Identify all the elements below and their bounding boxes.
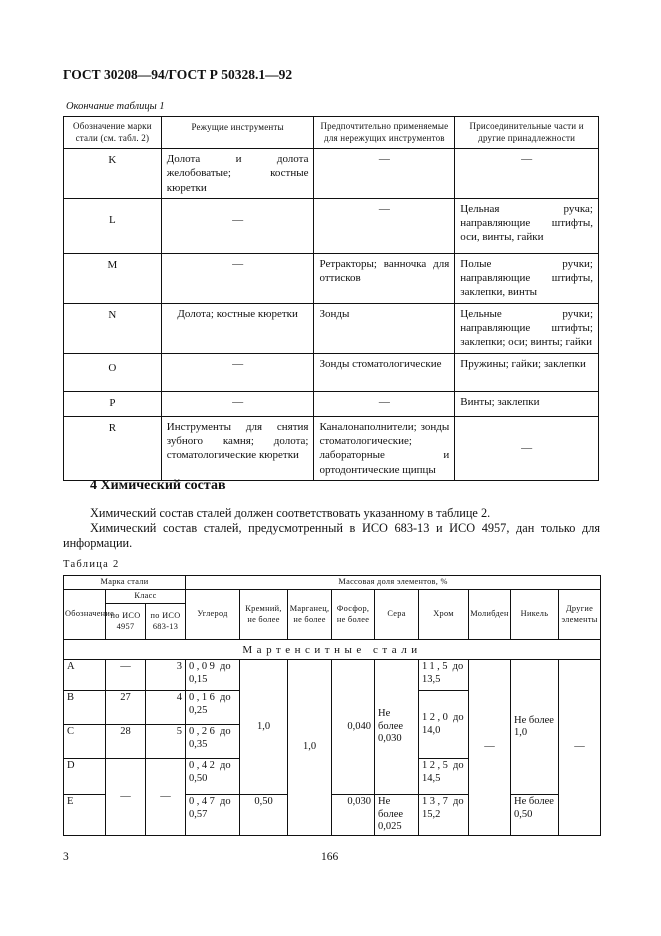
t1-header-parts: Присоединительные части и другие принадлежности [455,117,599,149]
t2-designation: B [64,691,106,725]
t1-noncutting: Каналонаполнители; зонды стоматологические; лабораторные и ортодонтические щипцы [314,416,455,480]
t2-chromium-upper: 15,2 [422,808,441,820]
t2-chromium-to-word: до [453,796,464,808]
t2-chromium [419,660,469,691]
t1-parts: Цельные ручки; направляющие штифты; заклепки; оси; винты; гайки [455,303,599,353]
t2-header-carbon: Углерод [186,590,240,640]
table2-caption: Таблица 2 [63,559,120,570]
table-row [64,660,601,691]
t2-chromium-to-word: до [453,712,464,724]
t2-carbon-upper: 0,50 [189,772,208,784]
t2-molybdenum: — [469,660,511,836]
t1-mark: O [64,353,162,391]
t2-carbon-to-word: до [220,760,231,772]
table-row [64,391,599,416]
t1-noncutting: — [314,198,455,253]
section-title: 4 Химический состав [90,478,226,493]
t2-carbon-from: 0,16 [189,692,218,704]
t1-parts: Пружины; гайки; заклепки [455,353,599,391]
t1-noncutting: Зонды [314,303,455,353]
t2-header-brand: Марка стали [64,576,186,590]
t1-noncutting: — [314,391,455,416]
t2-header-mass: Массовая доля элементов, % [186,576,601,590]
t2-carbon [186,795,240,836]
t2-chromium-from: 13,7 [422,796,451,808]
t1-mark: P [64,391,162,416]
t2-carbon-from: 0,42 [189,760,218,772]
t2-phosphorus: 0,030 [332,795,375,836]
t1-noncutting: — [314,149,455,199]
t2-designation: D [64,759,106,795]
t2-silicon: 1,0 [240,660,288,795]
t2-header-iso4957: по ИСО 4957 [106,604,146,640]
table-row [64,416,599,480]
t2-header-designation: Обозначение [64,590,106,640]
t1-parts: — [455,149,599,199]
t2-carbon-to-word: до [220,661,231,673]
table-row [64,303,599,353]
t1-parts: Полые ручки; направляющие штифты, заклепки, винты [455,253,599,303]
table-row [64,253,599,303]
t2-chromium-to-word: до [452,661,464,673]
t2-designation: C [64,725,106,759]
t2-carbon-to-word: до [220,726,231,738]
t2-iso683: — [146,759,186,836]
t2-designation: E [64,795,106,836]
t1-mark: N [64,303,162,353]
t1-header-cutting: Режущие инструменты [161,117,314,149]
t2-iso683: 4 [146,691,186,725]
page-number-left: 3 [63,851,69,863]
t2-iso4957: — [106,660,146,691]
t2-carbon-upper: 0,15 [189,673,208,685]
t1-cutting: — [161,391,314,416]
t1-mark: L [64,198,162,253]
t2-carbon-upper: 0,57 [189,808,208,820]
t1-mark: R [64,416,162,480]
t2-chromium [419,795,469,836]
t2-chromium-from: 11,5 [422,661,451,673]
t2-carbon-to-word: до [220,796,231,808]
t2-silicon: 0,50 [240,795,288,836]
t2-header-nickel: Никель [511,590,559,640]
t1-mark: M [64,253,162,303]
t2-carbon [186,691,240,725]
table-row [64,198,599,253]
t2-carbon-to-word: до [220,692,231,704]
t2-carbon-upper: 0,35 [189,738,208,750]
t2-header-manganese: Марганец, не более [288,590,332,640]
t1-cutting: Долота; костные кюретки [161,303,314,353]
t2-chromium-from: 12,5 [422,760,451,772]
t2-phosphorus: 0,040 [332,660,375,795]
document-header: ГОСТ 30208—94/ГОСТ Р 50328.1—92 [63,67,293,82]
t2-other: — [559,660,601,836]
t1-cutting: — [161,253,314,303]
t2-chromium-upper: 14,5 [422,772,441,784]
t2-header-class: Класс [106,590,186,604]
t2-manganese: 1,0 [288,660,332,836]
table-row [64,353,599,391]
t2-group-martensitic: Мартенситные стали [64,640,601,660]
table-row [64,149,599,199]
t2-iso4957: 27 [106,691,146,725]
t1-cutting: — [161,353,314,391]
t2-iso4957: — [106,759,146,836]
t2-chromium [419,759,469,795]
t2-carbon-from: 0,47 [189,796,218,808]
t1-header-mark: Обозначение марки стали (см. табл. 2) [64,117,162,149]
t2-chromium-upper: 13,5 [422,673,441,685]
t2-chromium-upper: 14,0 [422,724,441,736]
t2-nickel: Не более 1,0 [511,660,559,795]
t2-iso683: 3 [146,660,186,691]
t2-header-silicon: Кремний, не более [240,590,288,640]
t2-carbon-from: 0,09 [189,661,218,673]
t2-header-chromium: Хром [419,590,469,640]
t1-cutting: Долота и долота желобоватые; костные кюретки [161,149,314,199]
t1-mark: K [64,149,162,199]
t2-header-phosphorus: Фосфор, не более [332,590,375,640]
t1-parts: Винты; заклепки [455,391,599,416]
t2-carbon-from: 0,26 [189,726,218,738]
t1-parts: Цельная ручка; направляющие штифты, оси, винты, гайки [455,198,599,253]
t1-noncutting: Ретракторы; ванночка для оттисков [314,253,455,303]
t1-cutting: Инструменты для снятия зубного камня; долота; стоматологические кюретки [161,416,314,480]
t2-sulfur: Не более 0,030 [375,660,419,795]
table-1 [63,116,599,481]
t2-iso4957: 28 [106,725,146,759]
table-2 [63,575,601,836]
t2-iso683: 5 [146,725,186,759]
t2-sulfur: Не более 0,025 [375,795,419,836]
t2-nickel: Не более 0,50 [511,795,559,836]
t2-header-sulfur: Сера [375,590,419,640]
t2-header-molybdenum: Молибден [469,590,511,640]
page-number-center: 166 [321,851,339,863]
t1-parts: — [455,416,599,480]
t2-designation: A [64,660,106,691]
t2-carbon [186,725,240,759]
section-paragraph-2: Химический состав сталей, предусмотренный в ИСО 683-13 и ИСО 4957, дан только для информации. [63,521,600,550]
t2-carbon [186,660,240,691]
t2-carbon [186,759,240,795]
t2-carbon-upper: 0,25 [189,704,208,716]
t1-header-noncutting: Предпочтительно применяемые для нережущих инструментов [314,117,455,149]
t2-chromium-from: 12,0 [422,712,451,724]
t2-header-iso683: по ИСО 683-13 [146,604,186,640]
t2-header-other: Другие элементы [559,590,601,640]
section-paragraph-1: Химический состав сталей должен соответствовать указанному в таблице 2. [90,506,491,520]
t1-noncutting: Зонды стоматологические [314,353,455,391]
t1-cutting: — [161,198,314,253]
t2-chromium-to-word: до [453,760,464,772]
t2-chromium [419,691,469,759]
table1-caption: Окончание таблицы 1 [66,101,165,112]
